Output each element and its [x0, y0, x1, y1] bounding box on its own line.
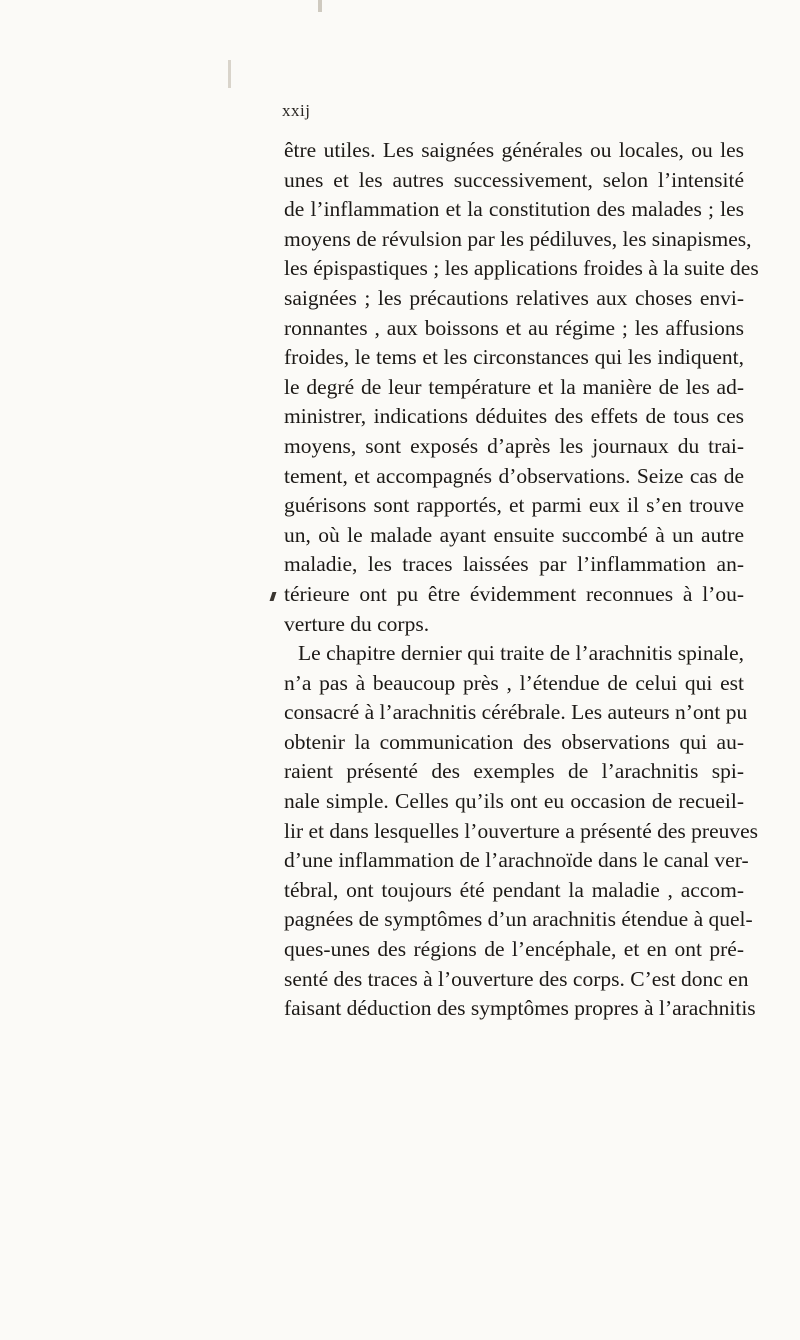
text-line: saignées ; les précautions relatives aux choses envi-: [284, 285, 744, 310]
text-line: Le chapitre dernier qui traite de l’arachnitis spinale,: [298, 641, 744, 666]
text-line: raient présenté des exemples de l’arachnitis spi-: [284, 759, 744, 784]
body-text: [284, 136, 759, 1024]
scan-edge-mark: [318, 0, 322, 12]
text-line: de l’inflammation et la constitution des malades ; les: [284, 197, 744, 222]
text-line: consacré à l’arachnitis cérébrale. Les auteurs n’ont pu: [284, 700, 748, 725]
text-line: verture du corps.: [284, 611, 430, 636]
text-line: être utiles. Les saignées générales ou locales, ou les: [284, 138, 744, 162]
text-line: ministrer, indications déduites des effets de tous ces: [284, 404, 744, 429]
text-line: pagnées de symptômes d’un arachnitis étendue à quel-: [284, 907, 753, 932]
text-line: guérisons sont rapportés, et parmi eux il s’en trouve: [284, 493, 744, 518]
text-line: lir et dans lesquelles l’ouverture a présenté des preuves: [284, 818, 759, 843]
page-number: xxij: [282, 101, 311, 120]
text-line: d’une inflammation de l’arachnoïde dans le canal ver-: [284, 848, 749, 873]
margin-ink-mark: [270, 592, 277, 601]
text-line: térieure ont pu être évidemment reconnues à l’ou-: [284, 581, 744, 606]
text-line: n’a pas à beaucoup près , l’étendue de celui qui est: [284, 670, 744, 695]
text-line: froides, le tems et les circonstances qui les indiquent,: [284, 345, 744, 370]
text-line: ronnantes , aux boissons et au régime ; les affusions: [284, 315, 744, 340]
text-line: maladie, les traces laissées par l’inflammation an-: [284, 552, 744, 577]
text-line: faisant déduction des symptômes propres à l’arachnitis: [284, 996, 756, 1021]
text-line: le degré de leur température et la manière de les ad-: [284, 374, 744, 399]
text-line: senté des traces à l’ouverture des corps. C’est donc en: [284, 966, 749, 991]
text-line: unes et les autres successivement, selon l’intensité: [284, 167, 744, 192]
scan-margin-mark: [228, 60, 231, 88]
text-line: les épispastiques ; les applications froides à la suite des: [284, 256, 759, 281]
text-line: tébral, ont toujours été pendant la maladie , accom-: [284, 877, 744, 902]
text-line: un, où le malade ayant ensuite succombé à un autre: [284, 522, 744, 547]
text-line: moyens, sont exposés d’après les journaux du trai-: [284, 433, 744, 458]
text-line: tement, et accompagnés d’observations. Seize cas de: [284, 463, 744, 488]
text-line: ques-unes des régions de l’encéphale, et en ont pré-: [284, 937, 744, 962]
text-line: nale simple. Celles qu’ils ont eu occasion de recueil-: [284, 789, 744, 814]
text-line: obtenir la communication des observations qui au-: [284, 729, 744, 754]
text-line: moyens de révulsion par les pédiluves, les sinapismes,: [284, 226, 752, 251]
